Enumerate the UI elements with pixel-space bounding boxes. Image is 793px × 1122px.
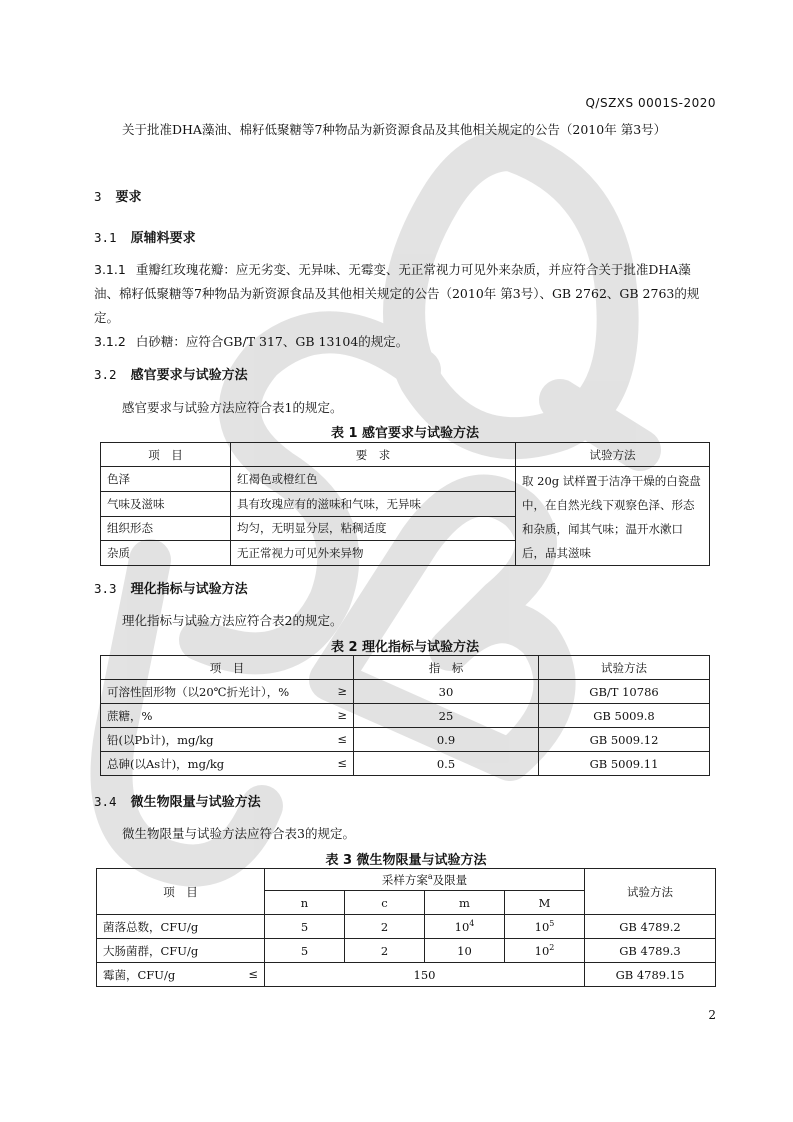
table-cell: GB 4789.15 bbox=[585, 963, 716, 987]
intro-text: 关于批准DHA藻油、棉籽低聚糖等7种物品为新资源食品及其他相关规定的公告（2010年 第3号） bbox=[122, 122, 667, 137]
table-row bbox=[97, 963, 716, 987]
plan-label-tail: 及限量 bbox=[432, 872, 468, 887]
table-header-plan bbox=[265, 869, 585, 891]
section-3-4-heading bbox=[94, 791, 261, 810]
table-cell: GB 4789.3 bbox=[585, 939, 716, 963]
comparison-symbol: ≥ bbox=[337, 683, 347, 698]
table-subheader: M bbox=[505, 891, 585, 915]
table-cell: GB/T 10786 bbox=[539, 680, 710, 704]
table-header: 试验方法 bbox=[585, 869, 716, 915]
table-cell: 0.9 bbox=[354, 728, 539, 752]
table-cell bbox=[101, 680, 354, 704]
table-cell bbox=[101, 752, 354, 776]
table-row bbox=[101, 467, 710, 492]
section-3-3-text: 理化指标与试验方法应符合表2的规定。 bbox=[122, 613, 343, 628]
table-2-caption: 表 2 理化指标与试验方法 bbox=[330, 640, 480, 655]
table-cell-method: 取 20g 试样置于洁净干燥的白瓷盘中，在自然光线下观察色泽、形态和杂质，闻其气味；温开水漱口后，品其滋味 bbox=[516, 467, 710, 566]
table-row bbox=[101, 704, 710, 728]
table-cell: 2 bbox=[345, 915, 425, 939]
clause-number: 3.1.1 bbox=[94, 262, 126, 277]
section-number: 3.1 bbox=[94, 230, 117, 245]
value-exponent: 2 bbox=[549, 943, 555, 953]
item-label: 蔗糖，% bbox=[107, 708, 153, 723]
item-label: 霉菌，CFU/g bbox=[103, 967, 176, 982]
table-cell: 具有玫瑰应有的滋味和气味，无异味 bbox=[231, 491, 516, 516]
table-cell: GB 5009.8 bbox=[539, 704, 710, 728]
comparison-symbol: ≤ bbox=[337, 731, 347, 746]
table-1-caption: 表 1 感官要求与试验方法 bbox=[330, 426, 480, 441]
document-code: Q/SZXS 0001S-2020 bbox=[585, 96, 716, 110]
table-header: 要 求 bbox=[231, 443, 516, 467]
table-cell: 组织形态 bbox=[101, 516, 231, 541]
table-row bbox=[97, 915, 716, 939]
table-cell: 大肠菌群，CFU/g bbox=[97, 939, 265, 963]
table-cell: 菌落总数，CFU/g bbox=[97, 915, 265, 939]
table-row bbox=[101, 752, 710, 776]
table-cell: 无正常视力可见外来异物 bbox=[231, 541, 516, 566]
value-exponent: 5 bbox=[549, 919, 555, 929]
section-3-2-text: 感官要求与试验方法应符合表1的规定。 bbox=[122, 400, 343, 415]
table-header: 试验方法 bbox=[539, 656, 710, 680]
table-3-caption: 表 3 微生物限量与试验方法 bbox=[325, 853, 487, 868]
table-header: 指 标 bbox=[354, 656, 539, 680]
comparison-symbol: ≤ bbox=[248, 966, 258, 981]
value-base: 10 bbox=[534, 919, 550, 934]
footnote-marker: a bbox=[427, 871, 433, 881]
clause-number: 3.1.2 bbox=[94, 334, 126, 349]
table-3 bbox=[96, 868, 716, 987]
table-cell: GB 5009.12 bbox=[539, 728, 710, 752]
plan-label: 采样方案 bbox=[381, 872, 428, 887]
section-3-4-text: 微生物限量与试验方法应符合表3的规定。 bbox=[122, 826, 355, 841]
table-header: 试验方法 bbox=[516, 443, 710, 467]
section-number: 3.3 bbox=[94, 581, 117, 596]
table-cell: 10 bbox=[425, 939, 505, 963]
table-cell: 均匀，无明显分层，粘稠适度 bbox=[231, 516, 516, 541]
table-cell: 25 bbox=[354, 704, 539, 728]
table-cell bbox=[505, 915, 585, 939]
section-title: 微生物限量与试验方法 bbox=[130, 795, 261, 810]
section-3-1-heading bbox=[94, 227, 196, 246]
page-number: 2 bbox=[708, 1008, 716, 1022]
value-base: 10 bbox=[534, 943, 550, 958]
table-cell: 气味及滋味 bbox=[101, 491, 231, 516]
table-subheader: n bbox=[265, 891, 345, 915]
value-base: 10 bbox=[454, 919, 470, 934]
clause-text: 重瓣红玫瑰花瓣：应无劣变、无异味、无霉变、无正常视力可见外来杂质，并应符合关于批准DHA藻油、棉籽低聚糖等7种物品为新资源食品及其他相关规定的公告（2010年 第3号）、GB 2762、GB 2763的规定。 bbox=[94, 262, 700, 325]
table-cell bbox=[425, 915, 505, 939]
clause-3-1-1 bbox=[94, 258, 714, 330]
table-subheader: m bbox=[425, 891, 505, 915]
comparison-symbol: ≥ bbox=[337, 707, 347, 722]
table-cell: 30 bbox=[354, 680, 539, 704]
section-title: 感官要求与试验方法 bbox=[130, 368, 248, 383]
section-title: 要求 bbox=[115, 190, 142, 205]
clause-3-1-2 bbox=[94, 330, 714, 354]
section-number: 3 bbox=[94, 189, 102, 204]
table-row bbox=[101, 680, 710, 704]
table-row bbox=[101, 728, 710, 752]
table-cell bbox=[101, 728, 354, 752]
table-cell: 色泽 bbox=[101, 467, 231, 492]
table-1 bbox=[100, 442, 710, 566]
table-cell: 5 bbox=[265, 939, 345, 963]
table-cell: GB 4789.2 bbox=[585, 915, 716, 939]
table-cell: 5 bbox=[265, 915, 345, 939]
table-cell: 2 bbox=[345, 939, 425, 963]
section-3-3-heading bbox=[94, 578, 248, 597]
item-label: 可溶性固形物（以20℃折光计），% bbox=[107, 684, 290, 699]
table-cell: 150 bbox=[265, 963, 585, 987]
item-label: 铅(以Pb计)，mg/kg bbox=[107, 732, 214, 747]
comparison-symbol: ≤ bbox=[337, 755, 347, 770]
table-cell: 0.5 bbox=[354, 752, 539, 776]
section-title: 原辅料要求 bbox=[130, 231, 196, 246]
table-cell bbox=[505, 939, 585, 963]
clause-text: 白砂糖：应符合GB/T 317、GB 13104的规定。 bbox=[135, 334, 409, 349]
table-cell: GB 5009.11 bbox=[539, 752, 710, 776]
item-label: 总砷(以As计)，mg/kg bbox=[107, 756, 225, 771]
table-row bbox=[97, 939, 716, 963]
table-2 bbox=[100, 655, 710, 776]
table-cell: 红褐色或橙红色 bbox=[231, 467, 516, 492]
section-title: 理化指标与试验方法 bbox=[130, 582, 248, 597]
section-number: 3.4 bbox=[94, 794, 117, 809]
section-3-2-heading bbox=[94, 364, 248, 383]
table-header: 项 目 bbox=[97, 869, 265, 915]
value-exponent: 4 bbox=[469, 919, 475, 929]
table-cell bbox=[97, 963, 265, 987]
table-cell bbox=[101, 704, 354, 728]
table-header: 项 目 bbox=[101, 443, 231, 467]
table-header: 项 目 bbox=[101, 656, 354, 680]
table-cell: 杂质 bbox=[101, 541, 231, 566]
table-subheader: c bbox=[345, 891, 425, 915]
section-3-heading bbox=[94, 186, 142, 205]
section-number: 3.2 bbox=[94, 367, 117, 382]
